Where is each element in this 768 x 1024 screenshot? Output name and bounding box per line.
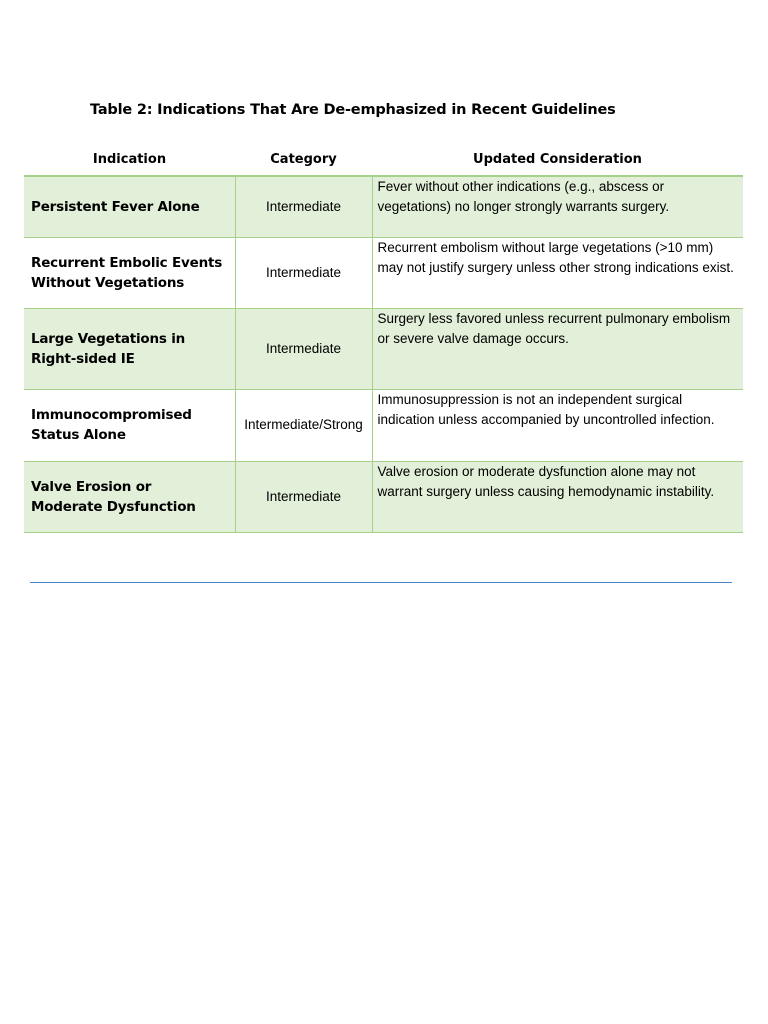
cell-indication: Immunocompromised Status Alone <box>24 389 235 461</box>
cell-indication: Valve Erosion or Moderate Dysfunction <box>24 461 235 532</box>
cell-category: Intermediate <box>235 308 372 389</box>
cell-category: Intermediate/Strong <box>235 389 372 461</box>
cell-category: Intermediate <box>235 461 372 532</box>
header-indication: Indication <box>24 143 235 176</box>
table-row <box>24 461 743 532</box>
cell-consideration: Valve erosion or moderate dysfunction alone may not warrant surgery unless causing hemodynamic instability. <box>372 461 743 532</box>
header-category: Category <box>235 143 372 176</box>
cell-consideration: Recurrent embolism without large vegetations (>10 mm) may not justify surgery unless other strong indications exist. <box>372 237 743 308</box>
cell-category: Intermediate <box>235 237 372 308</box>
table-row <box>24 176 743 237</box>
table-caption: Table 2: Indications That Are De-emphasized in Recent Guidelines <box>90 102 616 118</box>
table-row <box>24 237 743 308</box>
cell-consideration: Surgery less favored unless recurrent pulmonary embolism or severe valve damage occurs. <box>372 308 743 389</box>
cell-consideration: Fever without other indications (e.g., abscess or vegetations) no longer strongly warrants surgery. <box>372 176 743 237</box>
cell-indication: Persistent Fever Alone <box>24 176 235 237</box>
header-consideration: Updated Consideration <box>372 143 743 176</box>
cell-category: Intermediate <box>235 176 372 237</box>
table-row <box>24 389 743 461</box>
table-row <box>24 308 743 389</box>
table-header-row <box>24 143 743 176</box>
cell-indication: Large Vegetations in Right-sided IE <box>24 308 235 389</box>
cell-indication: Recurrent Embolic Events Without Vegetations <box>24 237 235 308</box>
cell-consideration: Immunosuppression is not an independent surgical indication unless accompanied by uncontrolled infection. <box>372 389 743 461</box>
horizontal-rule <box>30 582 732 583</box>
indications-table <box>24 143 743 533</box>
